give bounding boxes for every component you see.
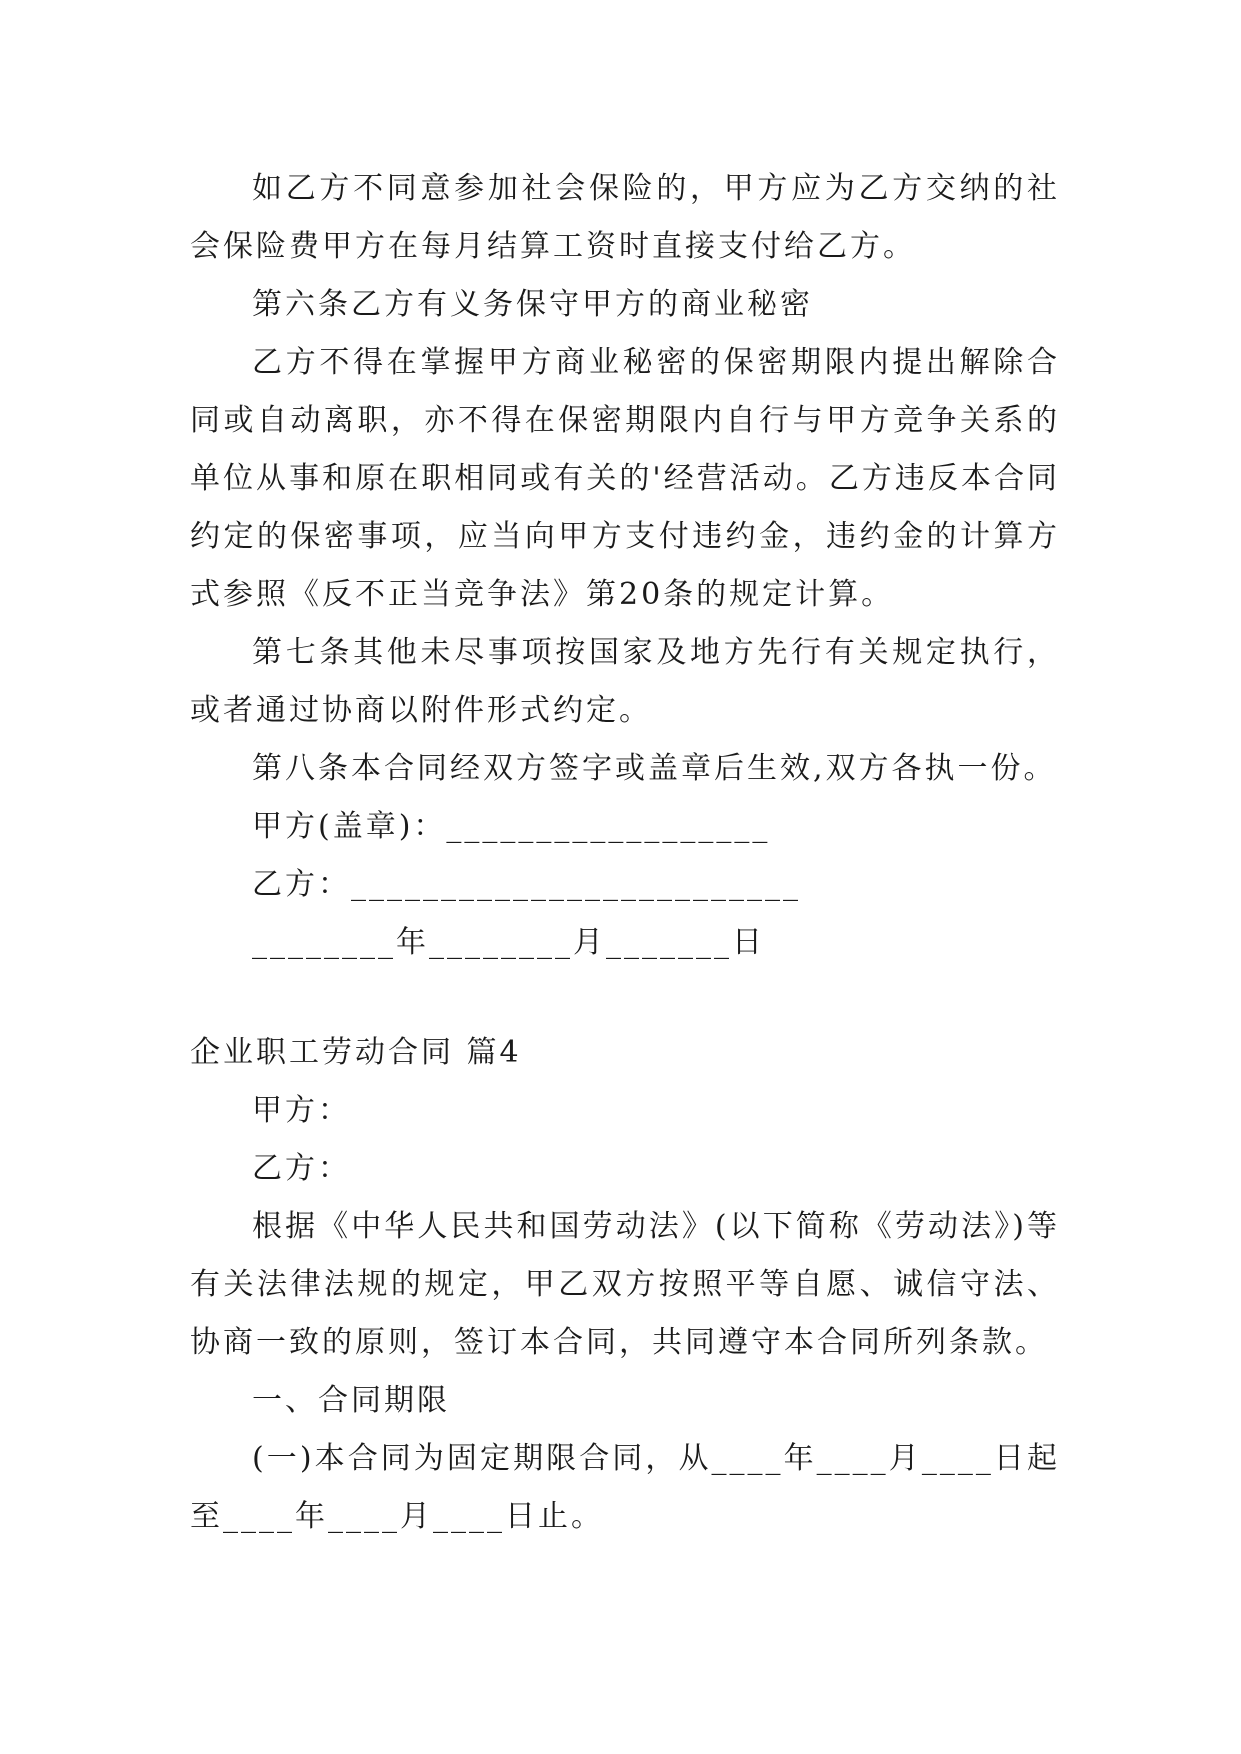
date-line: ________年________月_______日 [252,925,765,960]
article-6-heading: 第六条乙方有义务保守甲方的商业秘密 [252,287,813,322]
party-b-signature-line: 乙方：_________________________ [252,867,801,902]
document-page [190,160,1060,1546]
party-a-signature-line: 甲方(盖章)：__________________ [252,809,771,844]
paragraph-fixed-term: (一)本合同为固定期限合同，从____年____月____日起至____年____月____日止。 [190,1441,1060,1534]
paragraph-confidentiality: 乙方不得在掌握甲方商业秘密的保密期限内提出解除合同或自动离职，亦不得在保密期限内自行与甲方竞争关系的单位从事和原在职相同或有关的'经营活动。乙方违反本合同约定的保密事项，应当向甲方支付违约金，违约金的计算方式参照《反不正当竞争法》第20条的规定计算。 [190,345,1060,612]
paragraph-social-insurance: 如乙方不同意参加社会保险的，甲方应为乙方交纳的社会保险费甲方在每月结算工资时直接支付给乙方。 [190,171,1060,264]
article-7-paragraph: 第七条其他未尽事项按国家及地方先行有关规定执行，或者通过协商以附件形式约定。 [190,635,1060,728]
paragraph-legal-basis: 根据《中华人民共和国劳动法》(以下简称《劳动法》)等有关法律法规的规定，甲乙双方按照平等自愿、诚信守法、协商一致的原则，签订本合同，共同遵守本合同所列条款。 [190,1209,1060,1360]
article-8-paragraph: 第八条本合同经双方签字或盖章后生效,双方各执一份。 [252,751,1057,786]
party-a-label: 甲方： [252,1093,351,1128]
heading-contract-term: 一、合同期限 [252,1383,450,1418]
section-title: 企业职工劳动合同 篇4 [190,1035,522,1070]
party-b-label: 乙方： [252,1151,351,1186]
section-gap [190,972,1060,1024]
